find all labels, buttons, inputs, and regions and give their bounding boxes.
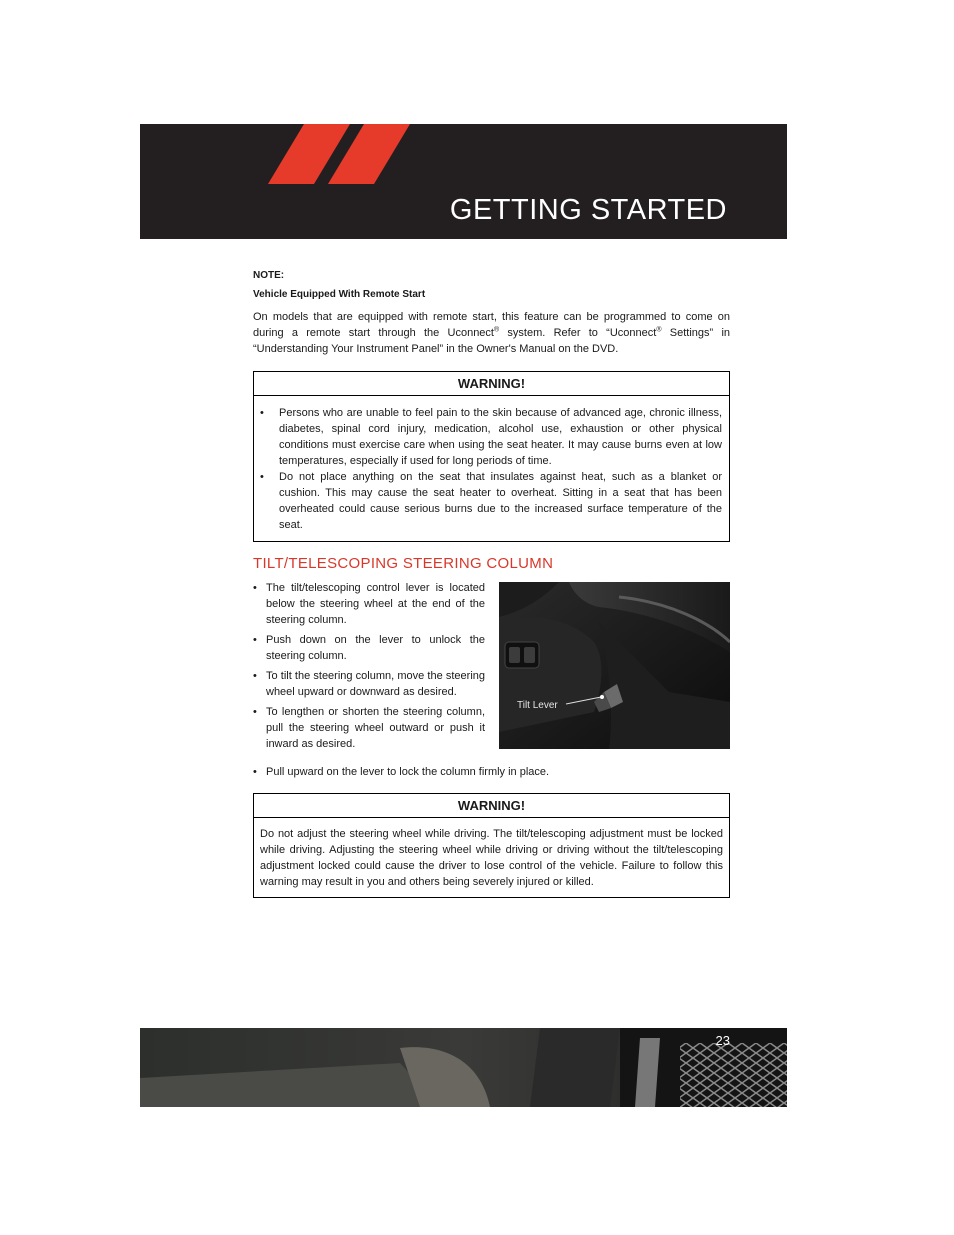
note-subtitle: Vehicle Equipped With Remote Start [253, 289, 426, 300]
page-header [140, 124, 787, 239]
page-footer [140, 1028, 787, 1107]
list-item: • To tilt the steering column, move the steering wheel upward or downward as desired. [253, 668, 485, 700]
note-label: NOTE: [253, 270, 285, 281]
note-text: On models that are equipped with remote start, this feature can be programmed to come on during a remote start through the Uconnect® system. Refer to “Uconnect® Settings” in “Understanding Your Instrument Panel” in the Owner's Manual on the DVD. [253, 311, 730, 355]
warning-text: Do not adjust the steering wheel while driving. The tilt/telescoping adjustment must be locked while driving. Adjusting the steering wheel while driving or driving without the tilt/telescoping adjustment locked could cause the driver to lose control of the vehicle. Failure to follow this warning may result in you and others being severely injured or killed. [260, 828, 723, 888]
warning-box-seat-heater [253, 371, 730, 542]
warning-item: • Persons who are unable to feel pain to the skin because of advanced age, chronic illness, diabetes, spinal cord injury, medication, alcohol use, exhaustion or other physical conditions must exercise care when using the seat heater. It may cause burns even at low temperatures, especially if used for long periods of time. [260, 405, 722, 469]
warning-heading: WARNING! [254, 794, 729, 818]
list-item: • The tilt/telescoping control lever is located below the steering wheel at the end of the steering column. [253, 580, 485, 628]
list-item: • Pull upward on the lever to lock the column firmly in place. [253, 764, 730, 780]
tilt-instructions-list [253, 580, 485, 756]
list-item: • Push down on the lever to unlock the steering column. [253, 632, 485, 664]
warning-heading: WARNING! [254, 372, 729, 396]
list-item: • To lengthen or shorten the steering column, pull the steering wheel outward or push it inward as desired. [253, 704, 485, 752]
warning-list [254, 396, 729, 541]
section-title: TILT/TELESCOPING STEERING COLUMN [253, 555, 554, 572]
tilt-lever-callout: Tilt Lever [517, 700, 558, 711]
warning-item: • Do not place anything on the seat that insulates against heat, such as a blanket or cushion. This may cause the seat heater to overheat. Sitting in a seat that has been overheated could cause serious burns due to the increased surface temperature of the seat. [260, 469, 722, 533]
page-number: 23 [715, 1033, 730, 1048]
warning-box-steering [253, 793, 730, 898]
brand-stripes-icon [268, 124, 418, 184]
main-content [253, 268, 730, 898]
tilt-final-list [253, 764, 730, 780]
footer-background-image [140, 1028, 787, 1107]
tilt-lever-photo [499, 582, 730, 749]
page-title: GETTING STARTED [449, 194, 727, 226]
tilt-section [253, 580, 730, 764]
